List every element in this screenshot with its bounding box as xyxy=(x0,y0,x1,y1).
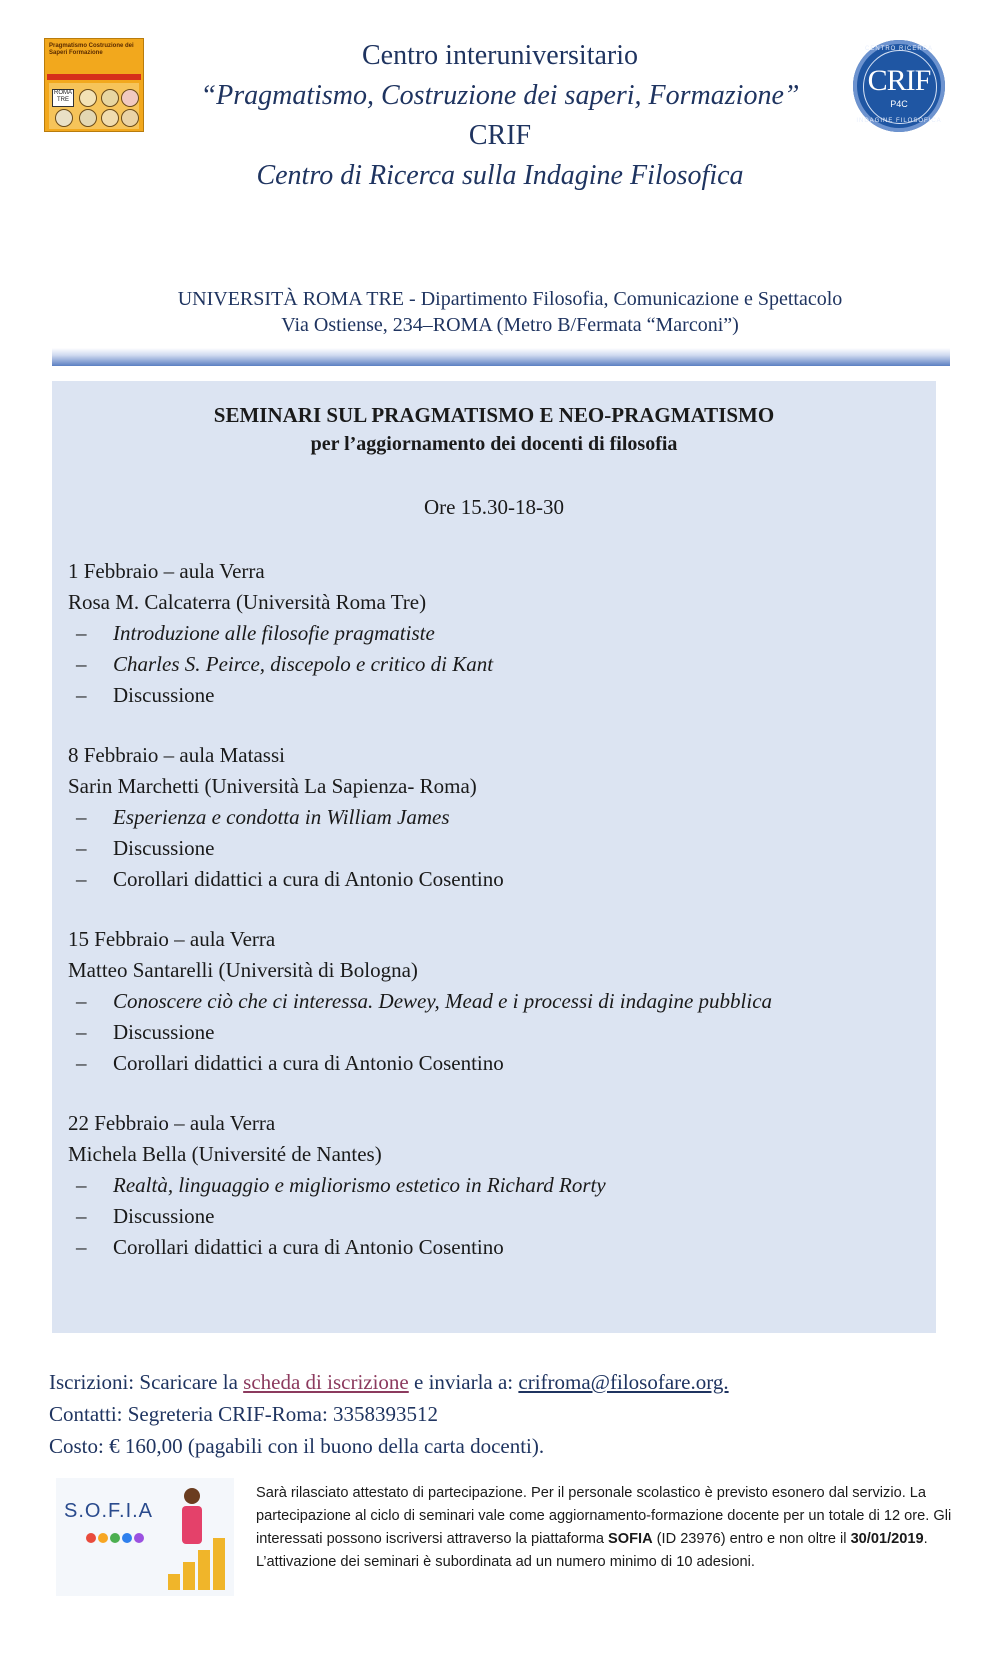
registration-email-link[interactable]: crifroma@filosofare.org. xyxy=(518,1370,729,1394)
dot-icon xyxy=(98,1533,108,1543)
session-speaker: Matteo Santarelli (Università di Bologna) xyxy=(68,958,418,982)
list-dash: – xyxy=(76,1173,87,1197)
session-item xyxy=(68,1170,928,1201)
program-title: SEMINARI SUL PRAGMATISMO E NEO-PRAGMATISMO xyxy=(213,403,775,427)
session-item xyxy=(68,680,928,711)
sofia-logo-dots xyxy=(86,1530,146,1548)
session-date: 22 Febbraio – aula Verra xyxy=(68,1111,276,1135)
session-item xyxy=(68,864,928,895)
list-dash: – xyxy=(76,652,87,676)
session-item-text: Discussione xyxy=(113,683,215,707)
list-dash: – xyxy=(76,683,87,707)
session-item-text: Discussione xyxy=(113,1204,215,1228)
coin-stack-icon xyxy=(213,1538,225,1590)
session-2 xyxy=(68,740,928,895)
sofia-logo-text: S.O.F.I.A xyxy=(64,1500,154,1522)
sofia-note xyxy=(256,1482,956,1574)
address-line-2: Via Ostiense, 234–ROMA (Metro B/Fermata “Marconi”) xyxy=(281,314,739,336)
logo-red-band xyxy=(47,74,141,80)
crif-logo-arc-top: CENTRO RICERCA xyxy=(864,46,933,52)
list-dash: – xyxy=(76,836,87,860)
header-line-centro: Centro interuniversitario xyxy=(361,40,639,71)
session-item xyxy=(68,649,928,680)
address-line-1 xyxy=(60,288,960,311)
crif-logo xyxy=(853,40,945,132)
person-body-icon xyxy=(182,1506,202,1544)
roma-tre-mark: ROMA TRE xyxy=(52,89,74,107)
session-item-text: Conoscere ciò che ci interessa. Dewey, Mead e i processi di indagine pubblica xyxy=(113,989,773,1013)
crif-logo-arc-bottom: INDAGINE FILOSOFICA xyxy=(856,118,942,124)
university-seal-icon xyxy=(121,89,139,107)
sofia-logo xyxy=(56,1478,234,1596)
dot-icon xyxy=(122,1533,132,1543)
coin-stack-icon xyxy=(198,1550,210,1590)
session-speaker: Sarin Marchetti (Università La Sapienza- Roma) xyxy=(68,774,477,798)
session-3 xyxy=(68,924,928,1079)
header-line-ricerca: Centro di Ricerca sulla Indagine Filosofica xyxy=(256,160,744,191)
session-item xyxy=(68,986,928,1017)
university-seal-icon xyxy=(79,109,97,127)
session-item-text: Esperienza e condotta in William James xyxy=(113,805,450,829)
dot-icon xyxy=(110,1533,120,1543)
sofia-note-activation: L’attivazione dei seminari è subordinata ad un numero minimo di 10 adesioni. xyxy=(256,1554,755,1570)
session-item-text: Corollari didattici a cura di Antonio Cosentino xyxy=(113,1051,504,1075)
session-item xyxy=(68,1017,928,1048)
session-item-text: Corollari didattici a cura di Antonio Cosentino xyxy=(113,1235,504,1259)
university-seal-icon xyxy=(101,89,119,107)
list-dash: – xyxy=(76,1204,87,1228)
list-dash: – xyxy=(76,805,87,829)
sofia-deadline: 30/01/2019 xyxy=(850,1531,924,1547)
session-speaker: Michela Bella (Université de Nantes) xyxy=(68,1142,382,1166)
registration-prefix: Iscrizioni: Scaricare la xyxy=(49,1370,244,1394)
session-item xyxy=(68,802,928,833)
sofia-platform-name: SOFIA xyxy=(608,1531,653,1547)
university-seal-icon xyxy=(101,109,119,127)
coin-stack-icon xyxy=(183,1562,195,1590)
pragmatismo-logo-text: Pragmatismo Costruzione dei Saperi Formazione xyxy=(49,43,134,56)
person-head-icon xyxy=(184,1488,200,1504)
session-item-text: Realtà, linguaggio e migliorismo estetico in Richard Rorty xyxy=(113,1173,606,1197)
sofia-note-text: Sarà rilasciato attestato di partecipazione. Per il personale scolastico è previsto esonero dal servizio. La partecipazione al ciclo di seminari vale come aggiornamento-formazione docente per un totale di 12 ore. Gli interessati possono iscriversi attraverso la piattaforma xyxy=(256,1485,952,1547)
list-dash: – xyxy=(76,989,87,1013)
session-date: 8 Febbraio – aula Matassi xyxy=(68,743,285,767)
header-line-crif: CRIF xyxy=(468,120,532,151)
header-line-pragmatismo: “Pragmatismo, Costruzione dei saperi, Formazione” xyxy=(200,80,800,111)
program-hours: Ore 15.30-18-30 xyxy=(424,495,564,519)
pragmatismo-logo xyxy=(44,38,144,132)
registration-info xyxy=(49,1368,729,1396)
university-name: UNIVERSITÀ ROMA TRE xyxy=(177,288,405,310)
list-dash: – xyxy=(76,867,87,891)
university-seal-icon xyxy=(55,109,73,127)
crif-logo-mark: CRIF xyxy=(867,64,931,97)
session-item-text: Introduzione alle filosofie pragmatiste xyxy=(113,621,435,645)
session-4 xyxy=(68,1108,928,1263)
list-dash: – xyxy=(76,1020,87,1044)
list-dash: – xyxy=(76,1051,87,1075)
session-item xyxy=(68,833,928,864)
registration-form-link[interactable]: scheda di iscrizione xyxy=(243,1370,409,1394)
session-item-text: Charles S. Peirce, discepolo e critico di Kant xyxy=(113,652,494,676)
session-date: 1 Febbraio – aula Verra xyxy=(68,559,265,583)
logo-seals-panel xyxy=(49,83,139,129)
session-1 xyxy=(68,556,928,711)
contacts-info: Contatti: Segreteria CRIF-Roma: 3358393512 xyxy=(49,1402,439,1426)
program-subtitle: per l’aggiornamento dei docenti di filosofia xyxy=(310,433,678,455)
session-item xyxy=(68,1201,928,1232)
dot-icon xyxy=(86,1533,96,1543)
university-seal-icon xyxy=(121,109,139,127)
dot-icon xyxy=(134,1533,144,1543)
session-item xyxy=(68,618,928,649)
header-divider xyxy=(52,348,950,366)
session-item-text: Discussione xyxy=(113,836,215,860)
sofia-note-id: (ID 23976) entro e non oltre il xyxy=(652,1531,851,1547)
cost-info: Costo: € 160,00 (pagabili con il buono della carta docenti). xyxy=(49,1434,545,1458)
sofia-note-end: . xyxy=(923,1531,928,1547)
crif-logo-sub: P4C xyxy=(890,99,908,109)
session-speaker: Rosa M. Calcaterra (Università Roma Tre) xyxy=(68,590,427,614)
program-box xyxy=(52,381,936,1333)
session-item-text: Discussione xyxy=(113,1020,215,1044)
session-item-text: Corollari didattici a cura di Antonio Cosentino xyxy=(113,867,504,891)
department-name: - Dipartimento Filosofia, Comunicazione e Spettacolo xyxy=(404,288,843,310)
university-seal-icon xyxy=(79,89,97,107)
session-item xyxy=(68,1048,928,1079)
coin-stack-icon xyxy=(168,1574,180,1590)
list-dash: – xyxy=(76,621,87,645)
session-date: 15 Febbraio – aula Verra xyxy=(68,927,276,951)
sofia-note-paragraph xyxy=(256,1482,956,1551)
registration-middle: e inviarla a: xyxy=(408,1370,519,1394)
list-dash: – xyxy=(76,1235,87,1259)
session-item xyxy=(68,1232,928,1263)
